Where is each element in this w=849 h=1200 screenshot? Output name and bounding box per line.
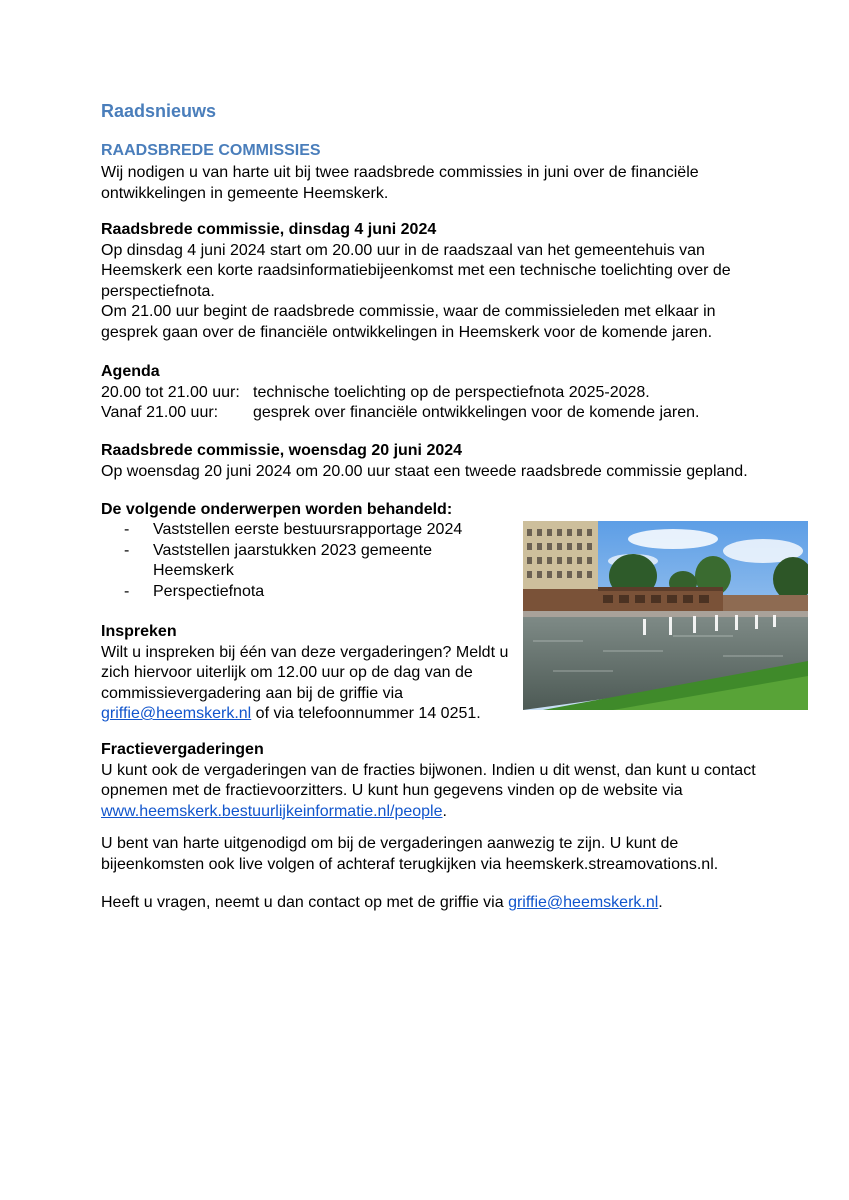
text-line: gesprek gaan over de financiële ontwikkelingen in Heemskerk voor de komende jaren. xyxy=(101,323,713,341)
text-line xyxy=(101,893,781,914)
inspreken-heading: Inspreken xyxy=(101,623,177,640)
agenda-time: Vanaf 21.00 uur: xyxy=(101,404,219,421)
text-line: U bent van harte uitgenodigd om bij de vergaderingen aanwezig te zijn. U kunt de xyxy=(101,835,679,852)
topics-heading: De volgende onderwerpen worden behandeld: xyxy=(101,501,453,518)
list-item-text: Vaststellen eerste bestuursrapportage 2024 xyxy=(153,521,463,538)
text-line: Wilt u inspreken bij één van deze vergaderingen? Meldt u xyxy=(101,643,509,661)
inspreken-section xyxy=(101,622,511,725)
text-line: Wij nodigen u van harte uit bij twee raadsbrede commissies in juni over de financiële xyxy=(101,164,699,181)
agenda-text: technische toelichting op de perspectiefnota 2025-2028. xyxy=(253,383,650,401)
text-line: Heemskerk een korte raadsinformatiebijeenkomst met een technische toelichting over de xyxy=(101,262,731,279)
text-fragment: . xyxy=(442,802,447,820)
agenda-text: gesprek over financiële ontwikkelingen voor de komende jaren. xyxy=(253,404,700,421)
bullet-dash: - xyxy=(124,541,130,559)
fractie-section xyxy=(101,740,781,822)
text-line: U kunt ook de vergaderingen van de fracties bijwonen. Indien u dit wenst, dan kunt u contact xyxy=(101,761,756,779)
meeting2-section xyxy=(101,441,748,482)
text-fragment: Heeft u vragen, neemt u dan contact op met de griffie via xyxy=(101,894,509,911)
text-line: opnemen met de fractievoorzitters. U kunt hun gegevens vinden op de website via xyxy=(101,782,683,799)
agenda-row xyxy=(101,403,741,424)
text-line: bijeenkomsten ook live volgen of achteraf terugkijken via heemskerk.streamovations.nl. xyxy=(101,855,719,873)
text-line: ontwikkelingen in gemeente Heemskerk. xyxy=(101,184,389,202)
list-item xyxy=(124,541,444,582)
text-line: Op woensdag 20 juni 2024 om 20.00 uur staat een tweede raadsbrede commissie gepland. xyxy=(101,462,748,480)
page-title: Raadsnieuws xyxy=(101,101,217,121)
list-item-text: Perspectiefnota xyxy=(153,582,265,600)
intro-paragraph xyxy=(101,163,741,204)
topics-list xyxy=(124,520,463,602)
invite-paragraph xyxy=(101,834,781,875)
website-link[interactable]: www.heemskerk.bestuurlijkeinformatie.nl/people xyxy=(101,802,443,820)
town-hall-photo xyxy=(523,521,808,710)
list-item xyxy=(124,582,444,603)
meeting1-heading: Raadsbrede commissie, dinsdag 4 juni 2024 xyxy=(101,221,437,238)
bullet-dash: - xyxy=(124,521,130,538)
fractie-heading: Fractievergaderingen xyxy=(101,741,264,758)
list-item-text: Heemskerk xyxy=(153,562,234,579)
agenda-row xyxy=(101,383,741,404)
text-line: perspectiefnota. xyxy=(101,282,215,300)
text-line: Om 21.00 uur begint de raadsbrede commissie, waar de commissieleden met elkaar in xyxy=(101,303,716,320)
text-line: zich hiervoor uiterlijk om 12.00 uur op de dag van de xyxy=(101,664,473,681)
text-line: commissievergadering aan bij de griffie via xyxy=(101,684,404,702)
text-fragment: . xyxy=(658,894,663,911)
agenda-heading: Agenda xyxy=(101,363,160,380)
text-line xyxy=(101,802,781,823)
meeting1-section xyxy=(101,220,741,343)
agenda-section xyxy=(101,362,741,424)
text-fragment: of via telefoonnummer 14 0251. xyxy=(251,705,481,722)
agenda-time: 20.00 tot 21.00 uur: xyxy=(101,383,240,401)
list-item xyxy=(124,520,463,541)
text-line xyxy=(101,704,511,725)
contact-paragraph xyxy=(101,893,781,914)
bullet-dash: - xyxy=(124,582,130,600)
section-heading-commissies: RAADSBREDE COMMISSIES xyxy=(101,142,321,159)
text-line: Op dinsdag 4 juni 2024 start om 20.00 uur in de raadszaal van het gemeentehuis van xyxy=(101,241,705,259)
meeting2-heading: Raadsbrede commissie, woensdag 20 juni 2024 xyxy=(101,442,463,459)
topics-heading-block xyxy=(101,500,741,521)
griffie-email-link[interactable]: griffie@heemskerk.nl xyxy=(101,705,252,722)
contact-email-link[interactable]: griffie@heemskerk.nl xyxy=(508,894,659,911)
list-item-text: Vaststellen jaarstukken 2023 gemeente xyxy=(153,541,432,559)
